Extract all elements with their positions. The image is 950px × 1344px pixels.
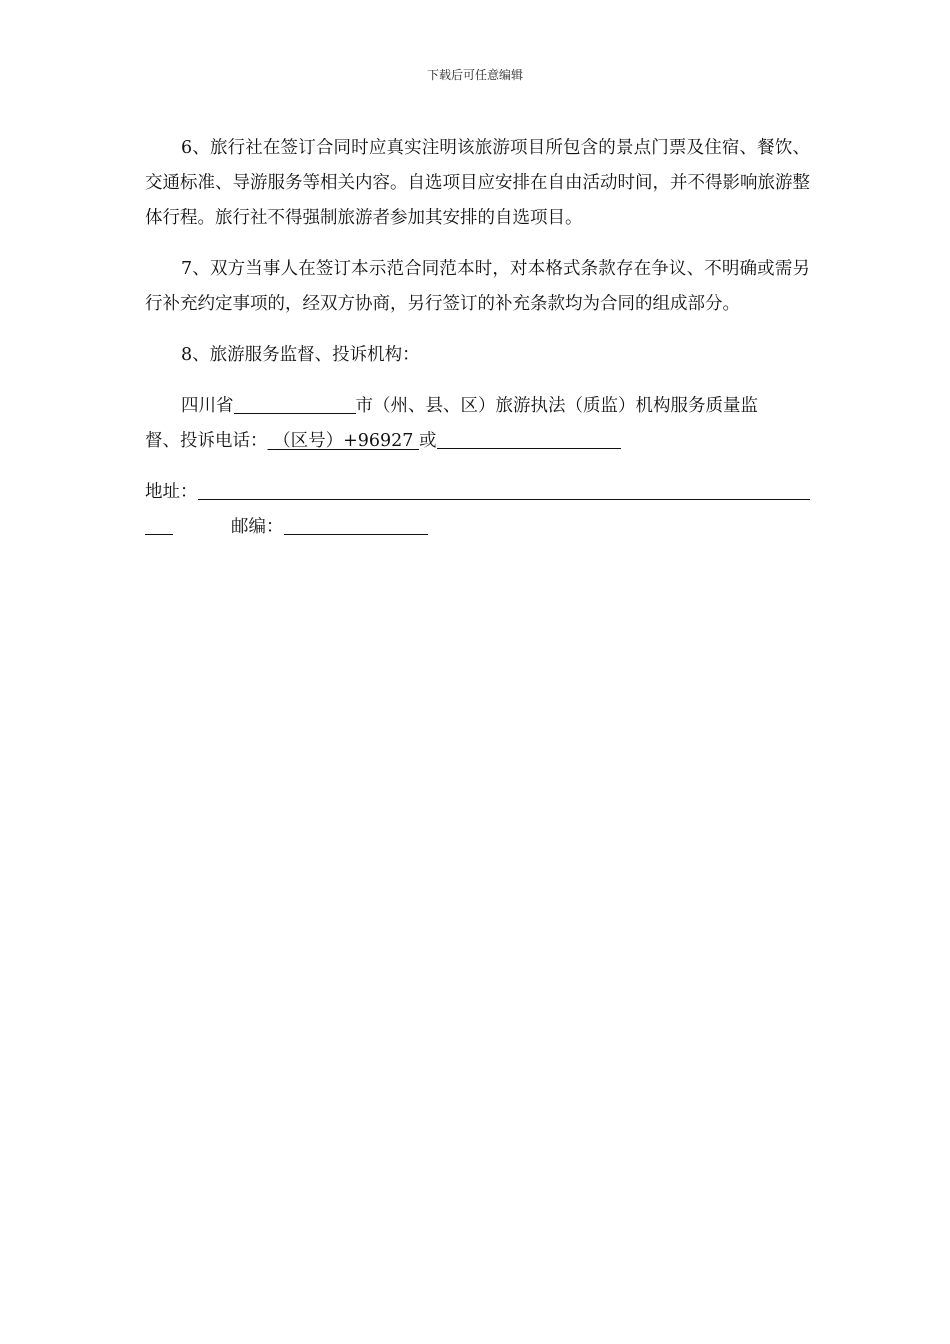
document-body — [145, 131, 810, 545]
address-blank-continued[interactable] — [145, 512, 173, 535]
supervision-line-2 — [145, 424, 810, 459]
or-text: 或 — [419, 431, 437, 451]
postcode-label: 邮编： — [231, 517, 284, 537]
page-header-note: 下载后可任意编辑 — [426, 68, 523, 82]
address-blank[interactable] — [198, 477, 810, 500]
alt-phone-blank[interactable] — [437, 426, 621, 449]
postcode-line — [145, 510, 810, 545]
phone-label: 督、投诉电话： — [145, 431, 268, 451]
address-line — [145, 475, 810, 510]
clause-8-heading: 8、旅游服务监督、投诉机构： — [181, 345, 420, 365]
phone-number: （区号）+96927 — [273, 431, 414, 451]
address-label: 地址： — [145, 482, 198, 502]
city-suffix: 市（州、县、区）旅游执法（质监）机构服务质量监 — [355, 396, 758, 416]
supervision-line-1 — [145, 389, 810, 424]
city-blank[interactable] — [234, 391, 356, 414]
postcode-blank[interactable] — [284, 512, 428, 535]
province-prefix: 四川省 — [181, 396, 234, 416]
clause-7: 7、双方当事人在签订本示范合同范本时，对本格式条款存在争议、不明确或需另行补充约定事项的，经双方协商，另行签订的补充条款均为合同的组成部分。 — [145, 259, 810, 314]
clause-6: 6、旅行社在签订合同时应真实注明该旅游项目所包含的景点门票及住宿、餐饮、交通标准、导游服务等相关内容。自选项目应安排在自由活动时间，并不得影响旅游整体行程。旅行社不得强制旅游者参加其安排的自选项目。 — [145, 138, 810, 228]
